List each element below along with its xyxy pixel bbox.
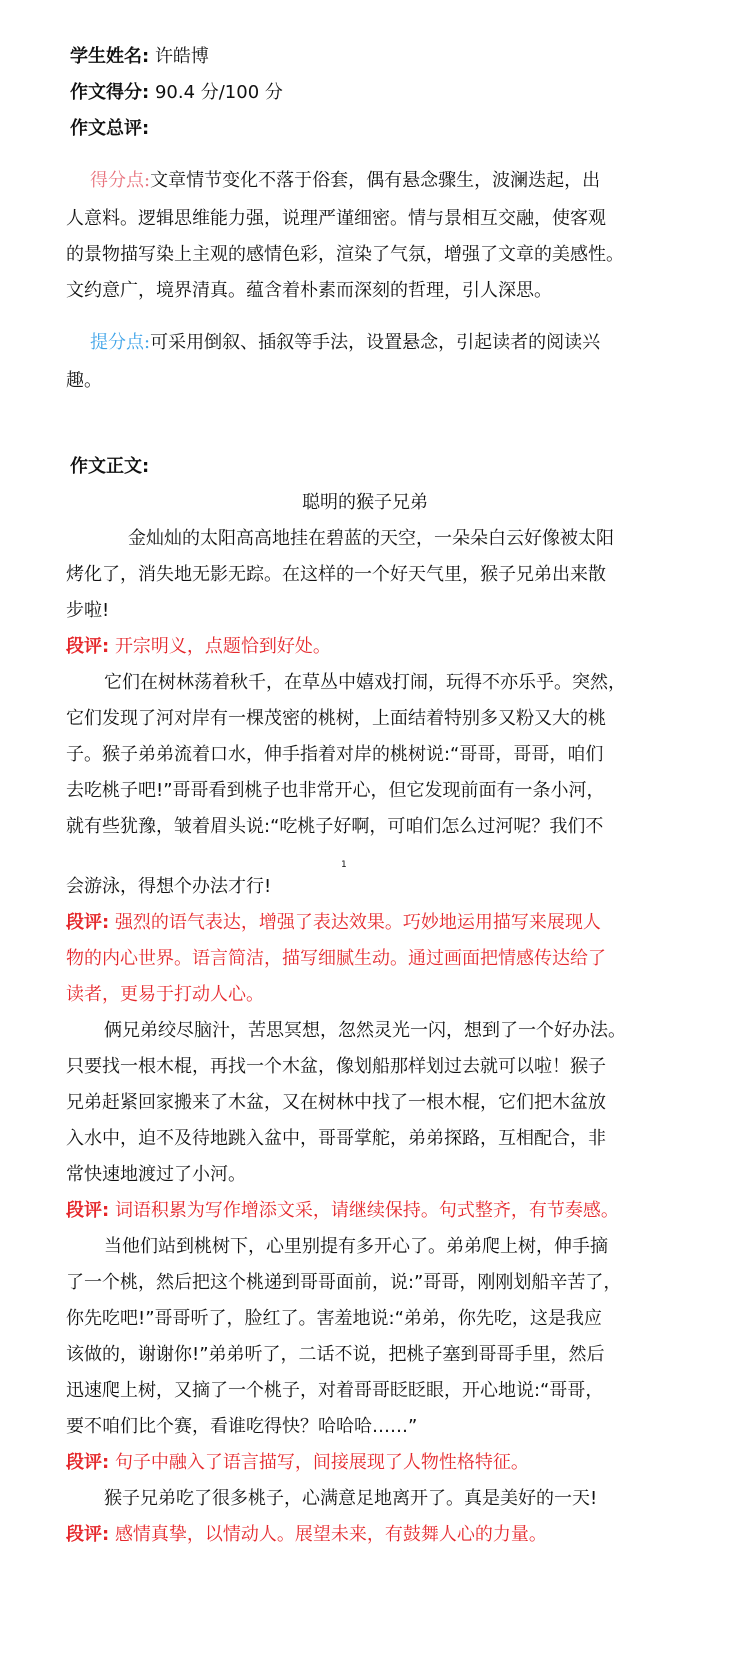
essay-p4-line-6: 要不咱们比个赛，看谁吃得快？哈哈哈……”: [66, 1416, 418, 1437]
essay-p3-line-3: 兄弟赶紧回家搬来了木盆，又在树林中找了一根木棍，它们把木盆放: [66, 1092, 606, 1113]
essay-p1-line-1: 金灿灿的太阳高高地挂在碧蓝的天空，一朵朵白云好像被太阳: [128, 528, 614, 549]
strength-line-4: 文约意广，境界清真。蕴含着朴素而深刻的哲理，引人深思。: [66, 280, 552, 301]
paragraph-comment-2-line-2: 物的内心世界。语言简洁，描写细腻生动。通过画面把情感传达给了: [66, 948, 606, 969]
comment-label: 段评:: [66, 1524, 110, 1545]
essay-p3-line-4: 入水中，迫不及待地跳入盆中，哥哥掌舵，弟弟探路，互相配合，非: [66, 1128, 606, 1149]
paragraph-comment-5: 段评: 感情真挚，以情动人。展望未来，有鼓舞人心的力量。: [66, 1524, 547, 1545]
strength-label: 得分点:: [90, 170, 151, 191]
essay-p3-line-5: 常快速地渡过了小河。: [66, 1164, 246, 1185]
student-name-value: 许皓博: [154, 46, 209, 67]
essay-p2-line-2: 它们发现了河对岸有一棵茂密的桃树，上面结着特别多又粉又大的桃: [66, 708, 606, 729]
student-name-row: [70, 42, 209, 68]
essay-score-label: 作文得分:: [70, 82, 150, 103]
essay-score-value: 90.4 分/100 分: [154, 82, 283, 103]
essay-p1-line-3: 步啦!: [66, 600, 110, 621]
essay-p5-line-1: 猴子兄弟吃了很多桃子，心满意足地离开了。真是美好的一天!: [104, 1488, 598, 1509]
comment-label: 段评:: [66, 912, 110, 933]
essay-p4-line-1: 当他们站到桃树下，心里别提有多开心了。弟弟爬上树，伸手摘: [104, 1236, 608, 1257]
essay-p3-line-2: 只要找一根木棍，再找一个木盆，像划船那样划过去就可以啦！猴子: [66, 1056, 606, 1077]
essay-p3-line-1: 俩兄弟绞尽脑汁，苦思冥想，忽然灵光一闪，想到了一个好办法。: [104, 1020, 626, 1041]
summary-heading: [70, 114, 149, 140]
strength-line-3: 的景物描写染上主观的感情色彩，渲染了气氛，增强了文章的美感性。: [66, 244, 624, 265]
improve-line-2: 趣。: [66, 370, 102, 391]
summary-label: 作文总评:: [70, 118, 150, 139]
strength-line-1: 得分点:文章情节变化不落于俗套，偶有悬念骤生，波澜迭起，出: [90, 170, 601, 191]
essay-p4-line-2: 了一个桃，然后把这个桃递到哥哥面前，说:”哥哥，刚刚划船辛苦了，: [66, 1272, 622, 1293]
paragraph-comment-1: 段评: 开宗明义，点题恰到好处。: [66, 636, 331, 657]
essay-p4-line-4: 该做的，谢谢你!”弟弟听了，二话不说，把桃子塞到哥哥手里，然后: [66, 1344, 605, 1365]
comment-label: 段评:: [66, 636, 110, 657]
essay-p2-line-1: 它们在树林荡着秋千，在草丛中嬉戏打闹，玩得不亦乐乎。突然，: [104, 672, 626, 693]
essay-body-heading: [70, 452, 149, 478]
paragraph-comment-3: 段评: 词语积累为写作增添文采，请继续保持。句式整齐，有节奏感。: [66, 1200, 619, 1221]
comment-label: 段评:: [66, 1200, 110, 1221]
strength-line-2: 人意料。逻辑思维能力强，说理严谨细密。情与景相互交融，使客观: [66, 208, 606, 229]
comment-label: 段评:: [66, 1452, 110, 1473]
improve-line-1: 提分点:可采用倒叙、插叙等手法，设置悬念，引起读者的阅读兴: [90, 332, 601, 353]
essay-p2-line-3: 子。猴子弟弟流着口水，伸手指着对岸的桃树说:“哥哥，哥哥，咱们: [66, 744, 604, 765]
essay-p1-line-2: 烤化了，消失地无影无踪。在这样的一个好天气里，猴子兄弟出来散: [66, 564, 606, 585]
essay-p4-line-5: 迅速爬上树，又摘了一个桃子，对着哥哥眨眨眼，开心地说:“哥哥，: [66, 1380, 604, 1401]
essay-body-label: 作文正文:: [70, 456, 150, 477]
paragraph-comment-2-line-3: 读者，更易于打动人心。: [66, 984, 264, 1005]
essay-title: 聪明的猴子兄弟: [302, 492, 428, 513]
essay-p2-line-4: 去吃桃子吧!”哥哥看到桃子也非常开心，但它发现前面有一条小河，: [66, 780, 605, 801]
essay-p2-line-5: 就有些犹豫，皱着眉头说:“吃桃子好啊，可咱们怎么过河呢？我们不: [66, 816, 604, 837]
page-number: 1: [341, 860, 347, 870]
essay-p2-line-6: 会游泳，得想个办法才行!: [66, 876, 272, 897]
essay-p4-line-3: 你先吃吧!”哥哥听了，脸红了。害羞地说:“弟弟，你先吃，这是我应: [66, 1308, 602, 1329]
improve-label: 提分点:: [90, 332, 151, 353]
paragraph-comment-4: 段评: 句子中融入了语言描写，间接展现了人物性格特征。: [66, 1452, 529, 1473]
student-name-label: 学生姓名:: [70, 46, 150, 67]
paragraph-comment-2: 段评: 强烈的语气表达，增强了表达效果。巧妙地运用描写来展现人: [66, 912, 601, 933]
essay-score-row: [70, 78, 283, 104]
